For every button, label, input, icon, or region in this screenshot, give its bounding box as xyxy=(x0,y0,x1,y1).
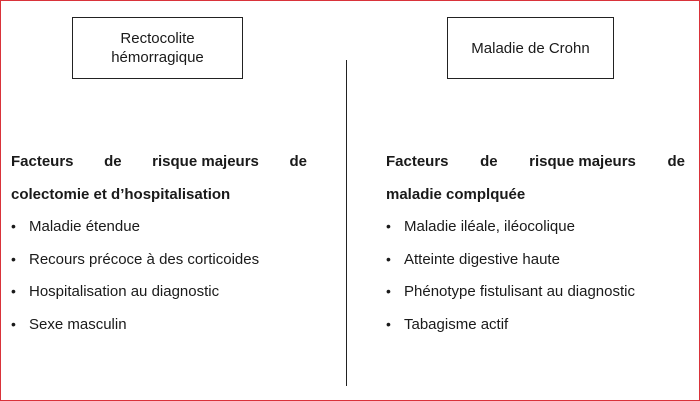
rch-risk-list xyxy=(11,214,259,344)
bullet-icon: • xyxy=(386,218,391,234)
rch-title-box xyxy=(72,17,243,79)
list-item-text: Atteinte digestive haute xyxy=(404,250,560,268)
list-item xyxy=(11,279,259,312)
crohn-heading-word: de xyxy=(480,153,498,170)
crohn-title: Maladie de Crohn xyxy=(471,39,590,57)
crohn-heading-word: de xyxy=(667,153,685,170)
bullet-icon: • xyxy=(11,315,16,332)
rch-heading-word: risque majeurs xyxy=(152,153,259,170)
crohn-heading-line2: maladie complquée xyxy=(386,186,526,203)
crohn-heading-word: risque majeurs xyxy=(529,153,636,170)
list-item-text: Maladie étendue xyxy=(29,218,140,235)
list-item xyxy=(11,247,259,280)
list-item xyxy=(11,312,259,345)
list-item-text: Sexe masculin xyxy=(29,315,127,333)
column-divider xyxy=(346,60,347,386)
list-item xyxy=(11,214,259,247)
rch-heading-word: de xyxy=(289,153,307,170)
bullet-icon: • xyxy=(11,250,16,267)
bullet-icon: • xyxy=(386,250,391,267)
bullet-icon: • xyxy=(11,218,16,234)
bullet-icon: • xyxy=(386,315,391,332)
bullet-icon: • xyxy=(386,283,391,299)
rch-title-line2: hémorragique xyxy=(111,49,204,66)
crohn-risk-heading xyxy=(386,145,685,211)
list-item xyxy=(386,214,635,247)
list-item-text: Phénotype fistulisant au diagnostic xyxy=(404,283,635,300)
rch-heading-word: de xyxy=(104,153,122,170)
crohn-heading-word: Facteurs xyxy=(386,153,449,170)
rch-title-line1: Rectocolite xyxy=(120,30,195,47)
list-item xyxy=(386,279,635,312)
list-item-text: Tabagisme actif xyxy=(404,315,509,333)
list-item xyxy=(386,312,635,345)
rch-risk-heading xyxy=(11,145,307,211)
rch-heading-word: Facteurs xyxy=(11,153,74,170)
crohn-title-box xyxy=(447,17,614,79)
list-item-text: Maladie iléale, iléocolique xyxy=(404,218,575,235)
rch-heading-line2: colectomie et d’hospitalisation xyxy=(11,186,231,203)
list-item-text: Recours précoce à des corticoides xyxy=(29,250,260,268)
bullet-icon: • xyxy=(11,283,16,299)
crohn-risk-list xyxy=(386,214,635,344)
list-item xyxy=(386,247,635,280)
list-item-text: Hospitalisation au diagnostic xyxy=(29,283,220,300)
